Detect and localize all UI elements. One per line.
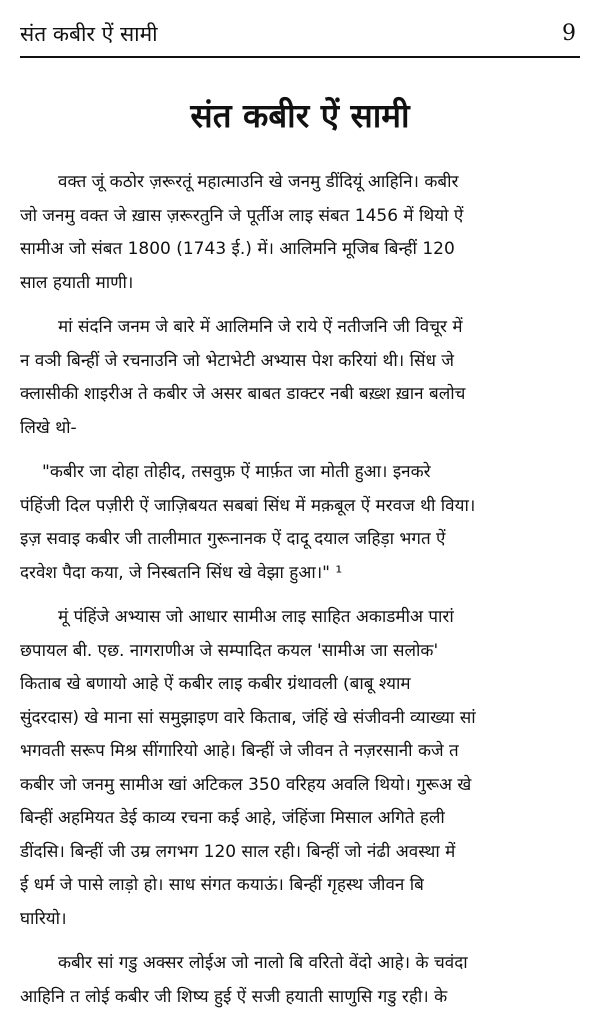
- text-line: सामीअ जो संबत 1800 (1743 ई.) में। आलिमनि मूजिब बिन्हीं 120: [20, 239, 455, 259]
- text-line: मूं पंहिंजे अभ्यास जो आधार सामीअ लाइ साहित अकाडमीअ पारां: [58, 607, 454, 627]
- body-text: [20, 166, 582, 1025]
- paragraph-birth-era: [20, 166, 582, 300]
- paragraph-study-intro: [20, 311, 582, 445]
- text-line: डींदसि। बिन्हीं जी उम्र लगभग 120 साल रही। बिन्हीं जो नंढी अवस्था में: [20, 841, 456, 862]
- text-line: लिखे थो-: [20, 417, 77, 438]
- text-line: कबीर सां गडु अक्सर लोईअ जो नालो बि वरितो वेंदो आहे। के चवंदा: [58, 953, 468, 973]
- text-line: क्लासीकी शाइरीअ ते कबीर जे असर बाबत डाक्टर नबी बख़्श ख़ान बलोच: [20, 384, 466, 404]
- text-line: किताब खे बणायो आहे ऐं कबीर लाइ कबीर ग्रंथावली (बाबू श्याम: [20, 674, 411, 694]
- text-line: भगवती सरूप मिश्र सींगारियो आहे। बिन्हीं जे जीवन ते नज़रसानी कजे त: [20, 741, 459, 761]
- text-line: ई धर्म जे पासे लाड़ो हो। साध संगत कयाऊं। बिन्हीं गृहस्थ जीवन बि: [20, 875, 424, 895]
- text-line: इज़ सवाइ कबीर जी तालीमात गुरूनानक ऐं दादू दयाल जहिड़ा भगत ऐं: [20, 529, 446, 549]
- text-line: कबीर जो जनमु सामीअ खां अटिकल 350 वरिहय अवलि थियो। गुरूअ खे: [20, 774, 472, 795]
- text-line: न वञी बिन्हीं जे रचनाउनि जो भेटाभेटी अभ्यास पेश करियां थी। सिंध जे: [20, 350, 454, 371]
- paragraph-sources: [20, 601, 582, 936]
- text-line: बिन्हीं अहमियत डेई काव्य रचना कई आहे, जंहिंजा मिसाल अगिते हली: [20, 808, 445, 828]
- text-line: आहिनि त लोई कबीर जी शिष्य हुई ऐं सजी हयाती साणुसि गडु रही। के: [20, 986, 448, 1007]
- text-line: "कबीर जा दोहा तोहीद, तसवुफ़ ऐं मार्फ़त जा मोती हुआ। इनकरे: [42, 462, 431, 482]
- text-line: मां संदनि जनम जे बारे में आलिमनि जे राये ऐं नतीजनि जी विचूर में: [58, 317, 463, 337]
- text-line: जो जनमु वक्त जे ख़ास ज़रूरतुनि जे पूर्तीअ लाइ संबत 1456 में थियो ऐं: [20, 205, 464, 226]
- text-line: साल हयाती माणी।: [20, 272, 134, 293]
- running-header: [20, 12, 580, 58]
- text-line: पंहिंजी दिल पज़ीरी ऐं जाज़िबयत सबबां सिंध में मक़बूल ऐं मरवज थी विया।: [20, 495, 476, 516]
- page-number: 9: [562, 21, 576, 46]
- block-quote: [20, 456, 582, 590]
- paragraph-loi: [20, 947, 582, 1014]
- text-line: छपायल बी. एछ. नागराणीअ जे सम्पादित कयल 'सामीअ जा सलोक': [20, 640, 439, 661]
- text-line: सुंदरदास) खे माना सां समुझाइण वारे किताब, जंहिं खे संजीवनी व्याख्या सां: [20, 707, 476, 728]
- text-line: दरवेश पैदा कया, जे निस्बतनि सिंध खे वेझा हुआ।" ¹: [20, 562, 343, 583]
- text-line: घारियो।: [20, 908, 67, 929]
- text-line: वक्त जूं कठोर ज़रूरतूं महात्माउनि खे जनमु डींदियूं आहिनि। कबीर: [58, 172, 459, 192]
- running-title: संत कबीर ऐं सामी: [20, 21, 158, 46]
- chapter-title: संत कबीर ऐं सामी: [190, 96, 410, 135]
